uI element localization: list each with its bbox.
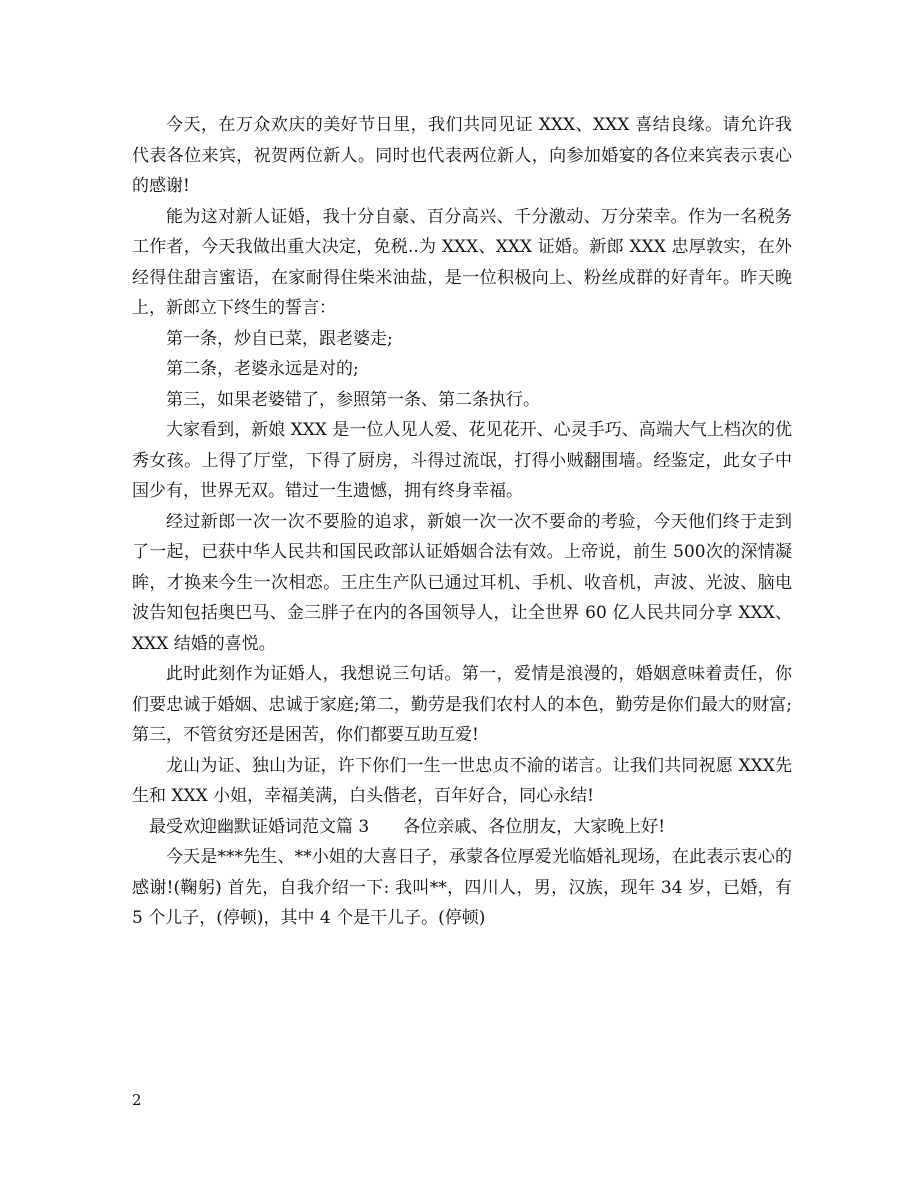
- section-heading: 最受欢迎幽默证婚词范文篇 3 各位亲戚、各位朋友，大家晚上好!: [149, 816, 666, 837]
- page-number: 2: [132, 1091, 142, 1109]
- paragraph-three-words: 此时此刻作为证婚人，我想说三句话。第一，爱情是浪漫的，婚姻意味着责任，你们要忠诚于婚姻、忠诚于家庭;第二，勤劳是我们农村人的本色，勤劳是你们最大的财富;第三，不管贫穷还是困苦，你们都要互助互爱!: [132, 664, 792, 745]
- paragraph-introduction: 能为这对新人证婚，我十分自豪、百分高兴、千分激动、万分荣幸。作为一名税务工作者，今天我做出重大决定，免税..为 XXX、XXX 证婚。新郎 XXX 忠厚敦实，在外经得住甜言蜜语，在家耐得住柴米油盐，是一位积极向上、粉丝成群的好青年。昨天晚上，新郎立下终生的誓言：: [132, 206, 792, 318]
- paragraph-vow-2: 第二条，老婆永远是对的;: [166, 359, 359, 379]
- paragraph-bride: 大家看到，新娘 XXX 是一位人见人爱、花见花开、心灵手巧、高端大气上档次的优秀女孩。上得了厅堂，下得了厨房，斗得过流氓，打得小贼翻围墙。经鉴定，此女子中国少有，世界无双。错过一生遗憾，拥有终身幸福。: [132, 420, 792, 501]
- paragraph-vow-1: 第一条，炒自已菜，跟老婆走;: [166, 328, 393, 349]
- paragraph-speech-3: 今天是***先生、**小姐的大喜日子，承蒙各位厚爱光临婚礼现场，在此表示衷心的感谢!(鞠躬) 首先，自我介绍一下: 我叫**，四川人，男，汉族，现年 34 岁，已婚，有 5 个儿子，(停顿)，其中 4 个是干儿子。(停顿): [132, 847, 792, 928]
- paragraph-blessing: 龙山为证、独山为证，许下你们一生一世忠贞不渝的诺言。让我们共同祝愿 XXX先生和 XXX 小姐，幸福美满，白头偕老，百年好合，同心永结!: [132, 755, 792, 806]
- paragraph-vow-3: 第三，如果老婆错了，参照第一条、第二条执行。: [166, 389, 540, 410]
- document-body: [132, 110, 792, 934]
- paragraph-journey: 经过新郎一次一次不要脸的追求，新娘一次一次不要命的考验，今天他们终于走到了一起，已获中华人民共和国民政部认证婚姻合法有效。上帝说，前生 500次的深情凝眸，才换来今生一次相恋。王庄生产队已通过耳机、手机、收音机，声波、光波、脑电波告知包括奥巴马、金三胖子在内的各国领导人，让全世界 60 亿人民共同分享 XXX、XXX 结婚的喜悦。: [132, 511, 792, 654]
- paragraph-opening: 今天，在万众欢庆的美好节日里，我们共同见证 XXX、XXX 喜结良缘。请允许我代表各位来宾，祝贺两位新人。同时也代表两位新人，向参加婚宴的各位来宾表示衷心的感谢!: [132, 115, 792, 196]
